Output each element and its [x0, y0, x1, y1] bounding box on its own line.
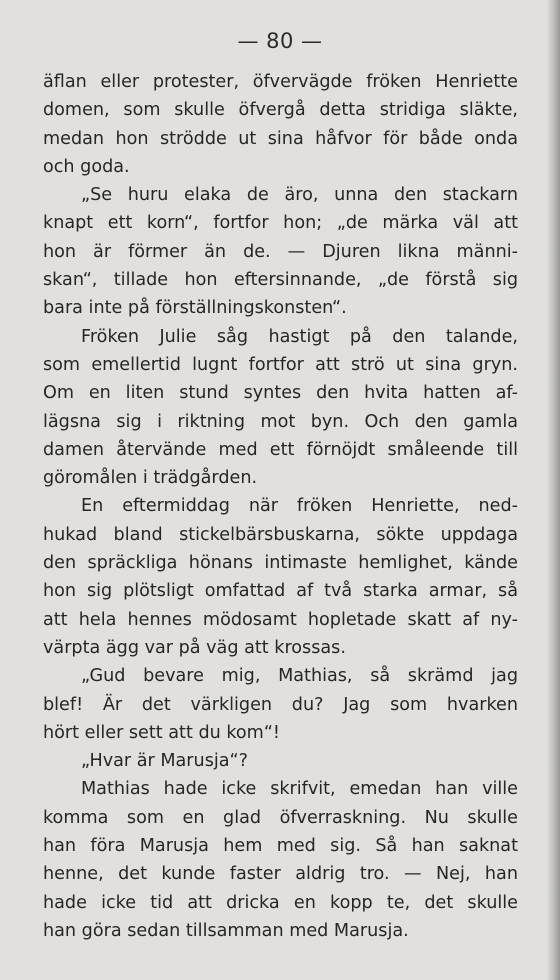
page-number: — 80 —: [237, 29, 323, 53]
text-line: hört eller sett att du kom“!: [43, 722, 280, 743]
text-line: den spräckliga hönans intimaste hemlighet, kände: [43, 553, 518, 574]
text-line: hon sig plötsligt omfattad af två starka armar, så: [43, 581, 518, 602]
text-line: och goda.: [43, 156, 130, 177]
text-line: bara inte på förställningskonsten“.: [43, 298, 347, 319]
body-text: [43, 68, 518, 945]
page-edge-shadow: [546, 0, 560, 980]
text-line: blef! Är det värkligen du? Jag som hvarken: [43, 694, 518, 715]
text-line: värpta ägg var på väg att krossas.: [43, 637, 346, 658]
text-line: komma som en glad öfverraskning. Nu skulle: [43, 807, 518, 828]
text-line: „Hvar är Marusja“?: [81, 751, 248, 772]
text-line: Mathias hade icke skrifvit, emedan han ville: [81, 779, 518, 800]
text-line: hade icke tid att dricka en kopp te, det skulle: [43, 892, 518, 913]
text-line: hon är förmer än de. — Djuren likna männi-: [43, 241, 518, 262]
text-line: hukad bland stickelbärsbuskarna, sökte uppdaga: [43, 524, 518, 545]
text-line: Om en liten stund syntes den hvita hatten af-: [43, 383, 518, 404]
text-line: domen, som skulle öfvergå detta stridiga släkte,: [43, 100, 518, 121]
text-line: han göra sedan tillsamman med Marusja.: [43, 920, 409, 941]
text-line: äflan eller protester, öfvervägde fröken Henriette: [43, 72, 518, 92]
text-line: medan hon strödde ut sina håfvor för både onda: [43, 128, 518, 149]
text-line: lägsna sig i riktning mot byn. Och den gamla: [43, 411, 518, 432]
text-line: damen återvände med ett förnöjdt småleende till: [43, 439, 518, 460]
text-line: „Gud bevare mig, Mathias, så skrämd jag: [81, 666, 518, 687]
text-line: „Se huru elaka de äro, unna den stackarn: [81, 185, 518, 206]
text-line: En eftermiddag när fröken Henriette, ned-: [81, 496, 518, 517]
text-line: att hela hennes mödosamt hopletade skatt af ny-: [43, 609, 518, 630]
text-line: som emellertid lugnt fortfor att strö ut sina gryn.: [43, 354, 518, 375]
text-line: henne, det kunde faster aldrig tro. — Nej, han: [43, 864, 518, 885]
text-line: han föra Marusja hem med sig. Så han saknat: [43, 836, 518, 857]
text-line: skan“, tillade hon eftersinnande, „de förstå sig: [43, 270, 518, 291]
text-line: knapt ett korn“, fortfor hon; „de märka väl att: [43, 213, 518, 234]
text-line: göromålen i trädgården.: [43, 468, 258, 489]
text-line: Fröken Julie såg hastigt på den talande,: [81, 326, 518, 347]
